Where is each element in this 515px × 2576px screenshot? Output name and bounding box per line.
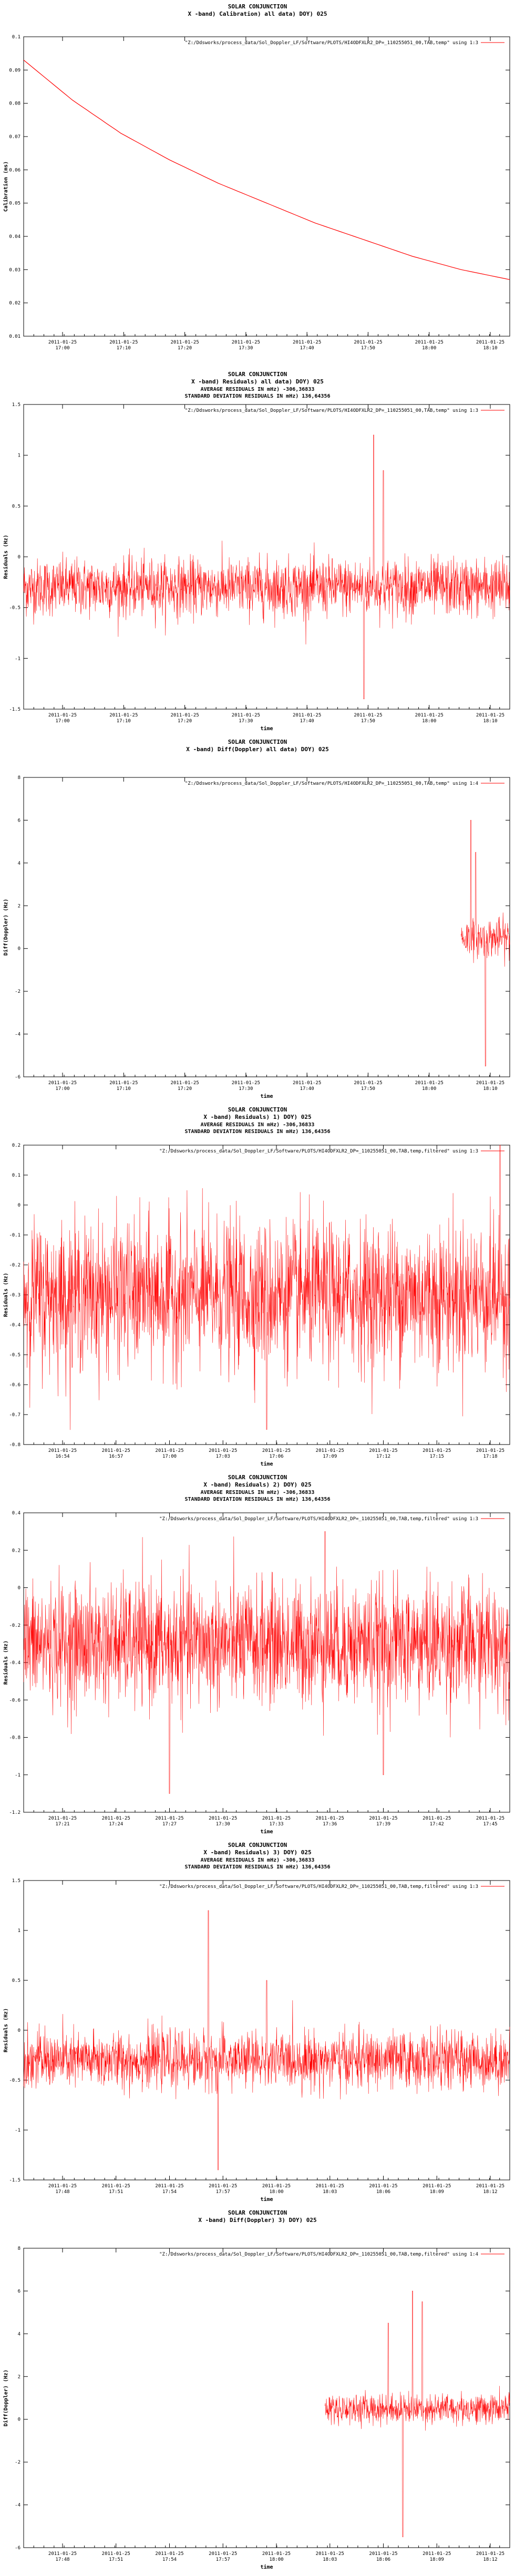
x-tick-date: 2011-01-25 (476, 1081, 505, 1086)
x-tick-date: 2011-01-25 (476, 1448, 505, 1453)
x-tick-date: 2011-01-25 (101, 2184, 130, 2189)
x-tick-time: 18:09 (429, 2557, 444, 2562)
y-tick-label: -4 (15, 2502, 20, 2508)
x-tick-time: 17:30 (239, 1086, 253, 1092)
x-tick-time: 17:42 (429, 1822, 444, 1827)
x-tick-time: 17:15 (429, 1454, 444, 1459)
x-tick-date: 2011-01-25 (293, 340, 322, 345)
x-tick-date: 2011-01-25 (48, 2184, 77, 2189)
chart-subtitle: X -band) Residuals) all data) DOY) 025 (191, 378, 324, 385)
y-tick-label: -2 (15, 989, 20, 995)
x-tick-time: 17:00 (55, 346, 70, 351)
x-tick-date: 2011-01-25 (155, 1448, 184, 1453)
chart-subtitle: X -band) Residuals) 1) DOY) 025 (203, 1114, 312, 1120)
chart-panel (0, 2206, 515, 2574)
y-tick-label: 0.2 (12, 1548, 20, 1554)
y-tick-label: 0 (17, 946, 20, 952)
chart-subtitle: X -band) Calibration) all data) DOY) 025 (188, 11, 327, 17)
x-tick-date: 2011-01-25 (209, 1448, 238, 1453)
x-tick-time: 18:10 (483, 1086, 498, 1092)
chart-svg (0, 0, 515, 368)
y-tick-label: -6 (15, 1075, 20, 1080)
x-tick-time: 17:50 (360, 346, 375, 351)
x-tick-time: 17:27 (162, 1822, 177, 1827)
x-tick-time: 18:03 (323, 2557, 337, 2562)
y-tick-label: 2 (17, 903, 20, 909)
y-axis-label: Residuals (Hz) (3, 1272, 9, 1317)
y-tick-label: 6 (17, 818, 20, 824)
x-tick-time: 18:06 (376, 2557, 391, 2562)
y-tick-label: 0 (17, 555, 20, 560)
y-tick-label: 0.05 (9, 201, 20, 206)
x-tick-date: 2011-01-25 (101, 2551, 130, 2557)
y-tick-label: 0 (17, 2028, 20, 2033)
y-tick-label: -0.7 (9, 1412, 20, 1418)
x-tick-date: 2011-01-25 (48, 1448, 77, 1453)
chart-svg (0, 2206, 515, 2574)
x-tick-date: 2011-01-25 (155, 1816, 184, 1821)
x-tick-date: 2011-01-25 (48, 713, 77, 718)
y-tick-label: 0 (17, 2417, 20, 2423)
x-tick-time: 17:21 (55, 1822, 70, 1827)
y-tick-label: -1.5 (9, 707, 20, 712)
y-axis-label: Residuals (Hz) (3, 2008, 9, 2053)
x-tick-date: 2011-01-25 (476, 340, 505, 345)
y-tick-label: -0.8 (9, 1735, 20, 1741)
x-tick-date: 2011-01-25 (315, 2184, 344, 2189)
x-tick-date: 2011-01-25 (231, 713, 260, 718)
series-line (461, 820, 510, 1066)
chart-stat-line: AVERAGE RESIDUALS IN mHz) -306,36833 (200, 1857, 315, 1863)
x-tick-date: 2011-01-25 (354, 713, 383, 718)
x-tick-date: 2011-01-25 (315, 1448, 344, 1453)
plot-frame (24, 2248, 510, 2548)
y-tick-label: -0.6 (9, 1698, 20, 1704)
x-tick-time: 18:09 (429, 2189, 444, 2195)
x-tick-date: 2011-01-25 (48, 2551, 77, 2557)
x-tick-date: 2011-01-25 (170, 713, 199, 718)
y-tick-label: 6 (17, 2289, 20, 2294)
y-tick-label: 0.4 (12, 1511, 20, 1516)
x-tick-time: 18:12 (483, 2557, 498, 2562)
x-tick-date: 2011-01-25 (423, 2551, 451, 2557)
x-tick-date: 2011-01-25 (476, 713, 505, 718)
chart-title: SOLAR CONJUNCTION (228, 3, 287, 10)
y-tick-label: 4 (17, 860, 20, 866)
x-tick-date: 2011-01-25 (423, 1448, 451, 1453)
x-tick-date: 2011-01-25 (369, 2184, 398, 2189)
y-tick-label: -0.3 (9, 1293, 20, 1298)
x-tick-date: 2011-01-25 (155, 2551, 184, 2557)
x-tick-time: 16:57 (109, 1454, 123, 1459)
y-tick-label: 0.1 (12, 35, 20, 40)
x-tick-date: 2011-01-25 (109, 1081, 138, 1086)
x-tick-date: 2011-01-25 (170, 1081, 199, 1086)
plot-frame (24, 404, 510, 709)
legend-label: "Z:/Ddsworks/process_data/Sol_Doppler_LF/Software/PLOTS/HI4ODFXLR2_DP=_110255051_00,TAB,temp,filtered" using 1:3 (159, 1516, 478, 1522)
chart-title: SOLAR CONJUNCTION (228, 1474, 287, 1481)
chart-stat-line: AVERAGE RESIDUALS IN mHz) -306,36833 (200, 1490, 315, 1495)
y-tick-label: 0 (17, 1585, 20, 1591)
chart-panel (0, 368, 515, 735)
chart-panel (0, 1838, 515, 2206)
chart-svg (0, 368, 515, 735)
x-tick-date: 2011-01-25 (109, 340, 138, 345)
x-tick-time: 17:12 (376, 1454, 391, 1459)
y-tick-label: -0.5 (9, 605, 20, 611)
chart-title: SOLAR CONJUNCTION (228, 1842, 287, 1848)
x-tick-time: 17:40 (300, 1086, 314, 1092)
x-tick-date: 2011-01-25 (109, 713, 138, 718)
x-tick-time: 17:57 (215, 2189, 230, 2195)
x-tick-date: 2011-01-25 (231, 1081, 260, 1086)
y-tick-label: 4 (17, 2331, 20, 2337)
legend-label: "Z:/Ddsworks/process_data/Sol_Doppler_LF/Software/PLOTS/HI4ODFXLR2_DP=_110255051_00,TAB,temp,filtered" using 1:3 (159, 1884, 478, 1889)
x-tick-time: 18:03 (323, 2189, 337, 2195)
series-line (24, 1532, 510, 1794)
x-tick-date: 2011-01-25 (262, 2551, 291, 2557)
x-tick-date: 2011-01-25 (369, 1816, 398, 1821)
x-tick-date: 2011-01-25 (48, 1816, 77, 1821)
chart-svg (0, 1838, 515, 2206)
x-tick-time: 17:00 (55, 1086, 70, 1092)
y-tick-label: -0.5 (9, 2078, 20, 2083)
chart-stat-line: AVERAGE RESIDUALS IN mHz) -306,36833 (200, 387, 315, 392)
x-tick-time: 17:09 (323, 1454, 337, 1459)
y-tick-label: -1 (15, 1772, 20, 1778)
y-axis-label: Diff(Doppler) (Hz) (3, 898, 9, 956)
x-tick-date: 2011-01-25 (354, 1081, 383, 1086)
x-tick-time: 17:40 (300, 346, 314, 351)
x-tick-date: 2011-01-25 (415, 1081, 444, 1086)
y-tick-label: -6 (15, 2546, 20, 2551)
x-tick-time: 17:03 (215, 1454, 230, 1459)
x-tick-date: 2011-01-25 (262, 1448, 291, 1453)
x-tick-date: 2011-01-25 (476, 2184, 505, 2189)
x-tick-date: 2011-01-25 (155, 2184, 184, 2189)
x-tick-time: 18:00 (422, 1086, 437, 1092)
y-tick-label: 0.02 (9, 300, 20, 306)
x-tick-date: 2011-01-25 (423, 2184, 451, 2189)
x-tick-time: 17:39 (376, 1822, 391, 1827)
y-tick-label: 8 (17, 2246, 20, 2251)
y-tick-label: 0.09 (9, 68, 20, 74)
plot-frame (24, 777, 510, 1077)
y-tick-label: 0.03 (9, 267, 20, 273)
chart-subtitle: X -band) Residuals) 2) DOY) 025 (203, 1481, 312, 1488)
chart-svg (0, 735, 515, 1103)
x-tick-time: 17:45 (483, 1822, 498, 1827)
x-tick-time: 18:00 (422, 346, 437, 351)
x-tick-time: 16:54 (55, 1454, 70, 1459)
x-tick-time: 18:10 (483, 719, 498, 724)
y-axis-label: Residuals (Hz) (3, 534, 9, 579)
x-tick-date: 2011-01-25 (423, 1816, 451, 1821)
x-tick-time: 17:36 (323, 1822, 337, 1827)
x-tick-time: 18:12 (483, 2189, 498, 2195)
x-tick-time: 17:33 (269, 1822, 284, 1827)
x-tick-date: 2011-01-25 (101, 1448, 130, 1453)
x-tick-time: 17:20 (178, 346, 192, 351)
y-tick-label: 0.01 (9, 334, 20, 339)
chart-title: SOLAR CONJUNCTION (228, 1106, 287, 1113)
chart-panel (0, 1471, 515, 1838)
y-tick-label: 1.5 (12, 402, 20, 408)
x-tick-date: 2011-01-25 (354, 340, 383, 345)
x-tick-time: 18:10 (483, 346, 498, 351)
x-axis-label: time (260, 1461, 273, 1467)
y-tick-label: -2 (15, 2460, 20, 2466)
y-tick-label: -1 (15, 2128, 20, 2133)
y-tick-label: 0 (17, 1203, 20, 1208)
series-line (325, 2291, 510, 2537)
x-tick-date: 2011-01-25 (315, 2551, 344, 2557)
x-tick-date: 2011-01-25 (369, 2551, 398, 2557)
y-tick-label: 1 (17, 1928, 20, 1934)
x-tick-time: 17:06 (269, 1454, 284, 1459)
legend-label: "Z:/Ddsworks/process_data/Sol_Doppler_LF/Software/PLOTS/HI4ODFXLR2_DP=_110255051_00,TAB,temp" using 1:3 (184, 40, 478, 46)
x-tick-time: 17:48 (55, 2189, 70, 2195)
x-tick-time: 17:51 (109, 2189, 123, 2195)
series-line (24, 1145, 510, 1430)
x-tick-date: 2011-01-25 (315, 1816, 344, 1821)
x-tick-time: 17:10 (116, 346, 131, 351)
x-tick-time: 18:00 (422, 719, 437, 724)
y-axis-label: Calibration (ms) (3, 161, 9, 212)
series-line (24, 60, 510, 279)
x-tick-date: 2011-01-25 (293, 713, 322, 718)
y-tick-label: -0.2 (9, 1263, 20, 1268)
plot-frame (24, 1881, 510, 2180)
y-axis-label: Diff(Doppler) (Hz) (3, 2369, 9, 2427)
y-tick-label: 8 (17, 775, 20, 781)
x-tick-time: 18:06 (376, 2189, 391, 2195)
legend-label: "Z:/Ddsworks/process_data/Sol_Doppler_LF/Software/PLOTS/HI4ODFXLR2_DP=_110255051_00,TAB,temp" using 1:3 (184, 408, 478, 413)
y-tick-label: -1 (15, 656, 20, 662)
x-tick-time: 17:57 (215, 2557, 230, 2562)
x-tick-time: 18:00 (269, 2557, 284, 2562)
chart-svg (0, 1103, 515, 1471)
x-tick-time: 17:51 (109, 2557, 123, 2562)
chart-title: SOLAR CONJUNCTION (228, 371, 287, 378)
x-tick-time: 17:10 (116, 719, 131, 724)
chart-panel (0, 1103, 515, 1471)
x-tick-time: 17:10 (116, 1086, 131, 1092)
y-tick-label: -1.5 (9, 2178, 20, 2183)
chart-svg (0, 1471, 515, 1838)
x-tick-date: 2011-01-25 (101, 1816, 130, 1821)
legend-label: "Z:/Ddsworks/process_data/Sol_Doppler_LF/Software/PLOTS/HI4ODFXLR2_DP=_110255051_00,TAB,temp" using 1:4 (184, 781, 478, 786)
y-tick-label: -0.8 (9, 1442, 20, 1448)
x-tick-time: 17:30 (239, 346, 253, 351)
x-tick-date: 2011-01-25 (209, 1816, 238, 1821)
x-tick-time: 17:54 (162, 2557, 177, 2562)
x-tick-time: 17:40 (300, 719, 314, 724)
y-tick-label: 0.2 (12, 1143, 20, 1148)
x-tick-date: 2011-01-25 (415, 713, 444, 718)
x-tick-time: 17:00 (55, 719, 70, 724)
y-tick-label: 2 (17, 2374, 20, 2380)
x-tick-date: 2011-01-25 (262, 2184, 291, 2189)
chart-subtitle: X -band) Diff(Doppler) all data) DOY) 025 (186, 746, 329, 753)
y-tick-label: 0.5 (12, 504, 20, 510)
chart-title: SOLAR CONJUNCTION (228, 739, 287, 745)
chart-title: SOLAR CONJUNCTION (228, 2209, 287, 2216)
chart-panel (0, 0, 515, 368)
x-tick-time: 17:50 (360, 719, 375, 724)
chart-stat-line: AVERAGE RESIDUALS IN mHz) -306,36833 (200, 1122, 315, 1128)
x-tick-date: 2011-01-25 (293, 1081, 322, 1086)
x-axis-label: time (260, 2197, 273, 2203)
y-tick-label: -0.5 (9, 1353, 20, 1358)
chart-stat-line: STANDARD DEVIATION RESIDUALS IN mHz) 136,64356 (184, 1129, 331, 1135)
series-line (24, 1910, 510, 2170)
legend-label: "Z:/Ddsworks/process_data/Sol_Doppler_LF/Software/PLOTS/HI4ODFXLR2_DP=_110255051_00,TAB,temp,filtered" using 1:3 (159, 1149, 478, 1154)
legend-label: "Z:/Ddsworks/process_data/Sol_Doppler_LF/Software/PLOTS/HI4ODFXLR2_DP=_110255051_00,TAB,temp,filtered" using 1:4 (159, 2252, 478, 2257)
x-tick-time: 17:20 (178, 1086, 192, 1092)
x-tick-date: 2011-01-25 (476, 1816, 505, 1821)
y-tick-label: 0.08 (9, 101, 20, 107)
chart-stat-line: STANDARD DEVIATION RESIDUALS IN mHz) 136,64356 (184, 1864, 331, 1870)
x-axis-label: time (260, 2564, 273, 2570)
plot-frame (24, 37, 510, 336)
x-axis-label: time (260, 726, 273, 732)
x-tick-date: 2011-01-25 (48, 340, 77, 345)
x-tick-time: 17:54 (162, 2189, 177, 2195)
y-tick-label: -4 (15, 1032, 20, 1037)
x-tick-date: 2011-01-25 (209, 2551, 238, 2557)
chart-subtitle: X -band) Residuals) 3) DOY) 025 (203, 1849, 312, 1856)
y-tick-label: -0.4 (9, 1660, 20, 1666)
x-tick-date: 2011-01-25 (231, 340, 260, 345)
y-tick-label: -1.2 (9, 1810, 20, 1815)
x-tick-time: 17:24 (109, 1822, 123, 1827)
y-tick-label: -0.1 (9, 1233, 20, 1238)
x-tick-time: 17:30 (239, 719, 253, 724)
chart-panel (0, 735, 515, 1103)
y-tick-label: 0.07 (9, 134, 20, 140)
x-tick-date: 2011-01-25 (476, 2551, 505, 2557)
x-tick-date: 2011-01-25 (415, 340, 444, 345)
x-tick-time: 18:00 (269, 2189, 284, 2195)
chart-stat-line: STANDARD DEVIATION RESIDUALS IN mHz) 136,64356 (184, 1497, 331, 1502)
y-tick-label: 1.5 (12, 1878, 20, 1884)
x-tick-time: 17:20 (178, 719, 192, 724)
chart-subtitle: X -band) Diff(Doppler) 3) DOY) 025 (198, 2217, 317, 2224)
y-tick-label: 0.06 (9, 168, 20, 173)
series-line (24, 435, 510, 699)
x-tick-date: 2011-01-25 (262, 1816, 291, 1821)
x-tick-date: 2011-01-25 (48, 1081, 77, 1086)
x-tick-time: 17:50 (360, 1086, 375, 1092)
y-tick-label: 0.1 (12, 1173, 20, 1178)
x-tick-time: 17:00 (162, 1454, 177, 1459)
x-tick-date: 2011-01-25 (209, 2184, 238, 2189)
x-tick-date: 2011-01-25 (170, 340, 199, 345)
x-tick-time: 17:30 (215, 1822, 230, 1827)
chart-stat-line: STANDARD DEVIATION RESIDUALS IN mHz) 136,64356 (184, 393, 331, 399)
y-tick-label: 0.04 (9, 234, 20, 240)
x-tick-date: 2011-01-25 (369, 1448, 398, 1453)
x-tick-time: 17:18 (483, 1454, 498, 1459)
x-axis-label: time (260, 1829, 273, 1835)
y-axis-label: Residuals (Hz) (3, 1640, 9, 1685)
y-tick-label: -0.2 (9, 1623, 20, 1628)
x-axis-label: time (260, 1094, 273, 1099)
y-tick-label: -0.6 (9, 1383, 20, 1388)
y-tick-label: 0.5 (12, 1978, 20, 1983)
y-tick-label: -0.4 (9, 1323, 20, 1328)
x-tick-time: 17:48 (55, 2557, 70, 2562)
y-tick-label: 1 (17, 453, 20, 459)
